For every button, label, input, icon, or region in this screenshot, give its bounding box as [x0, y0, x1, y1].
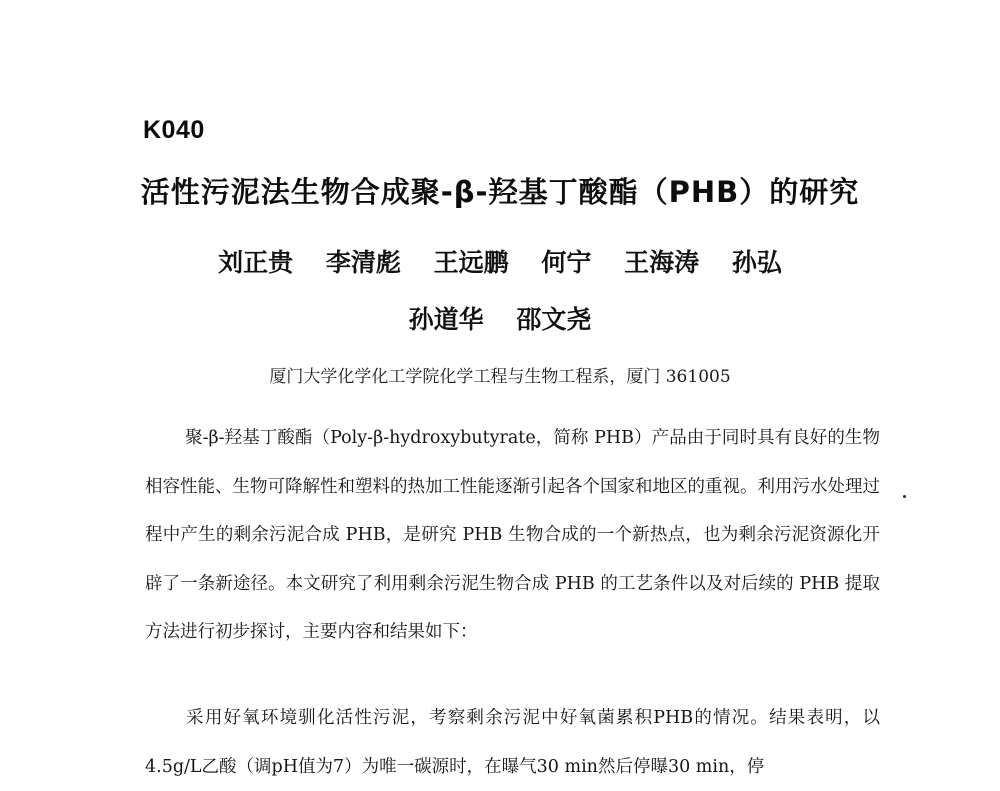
author-name: 孙弘	[731, 248, 782, 277]
scan-speck	[903, 495, 906, 498]
author-name: 王远鹏	[433, 248, 509, 277]
author-name: 刘正贵	[218, 248, 294, 277]
authors-line-1	[0, 243, 1000, 279]
author-name: 何宁	[541, 248, 592, 277]
author-name: 李清彪	[325, 248, 401, 277]
author-name: 孙道华	[408, 305, 484, 334]
abstract-paragraph-1	[145, 414, 880, 657]
paper-title: 活性污泥法生物合成聚-β-羟基丁酸酯（PHB）的研究	[140, 175, 860, 209]
author-name: 王海涛	[624, 248, 700, 277]
author-name: 邵文尧	[516, 305, 592, 334]
paragraph-text: 聚-β-羟基丁酸酯（Poly-β-hydroxybutyrate，简称 PHB）产品由于同时具有良好的生物相容性能、生物可降解性和塑料的热加工性能逐渐引起各个国家和地区的重视。利用污水处理过程中产生的剩余污泥合成 PHB，是研究 PHB 生物合成的一个新热点，也为剩余污泥资源化开辟了一条新途径。本文研究了利用剩余污泥生物合成 PHB 的工艺条件以及对后续的 PHB 提取方法进行初步探讨，主要内容和结果如下：	[145, 428, 880, 642]
authors-line-2	[0, 300, 1000, 336]
abstract-paragraph-2	[145, 694, 880, 791]
paragraph-text: 采用好氧环境驯化活性污泥，考察剩余污泥中好氧菌累积PHB的情况。结果表明，以4.5g/L乙酸（调pH值为7）为唯一碳源时，在曝气30 min然后停曝30 min，停	[145, 708, 880, 777]
affiliation: 厦门大学化学化工学院化学工程与生物工程系，厦门 361005	[269, 367, 731, 387]
paper-code: K040	[143, 116, 205, 144]
